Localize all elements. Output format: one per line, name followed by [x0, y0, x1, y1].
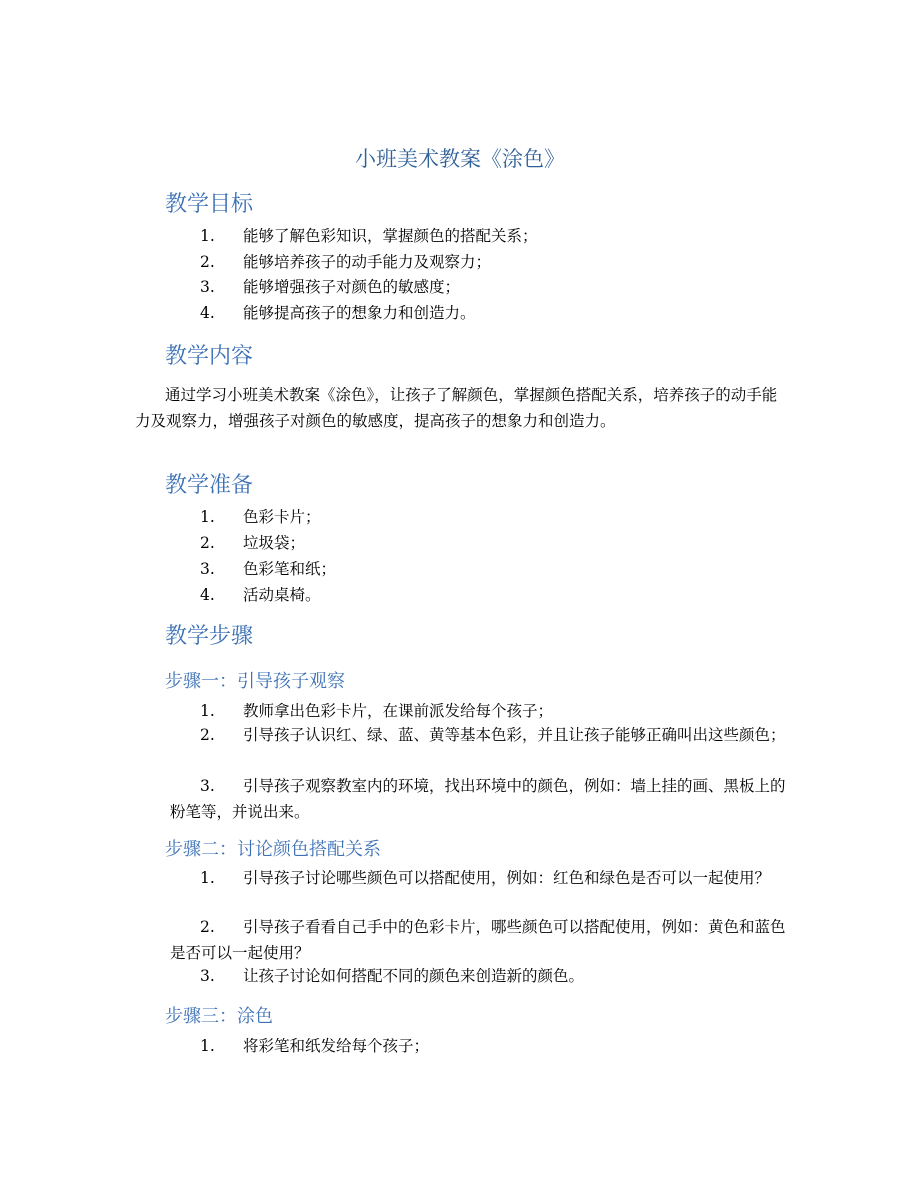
list-number: 1.	[200, 508, 215, 526]
heading-content: 教学内容	[165, 344, 254, 369]
list-number: 4.	[200, 586, 215, 604]
list-text: 色彩卡片；	[243, 508, 321, 526]
step3-item	[170, 1033, 790, 1059]
heading-goals: 教学目标	[165, 192, 254, 217]
list-number: 1.	[200, 1037, 215, 1055]
list-number: 1.	[200, 869, 215, 887]
goal-item	[170, 300, 790, 326]
list-text: 让孩子讨论如何搭配不同的颜色来创造新的颜色。	[243, 967, 585, 985]
list-number: 4.	[200, 304, 215, 322]
prep-item	[170, 582, 790, 608]
list-text: 能够增强孩子对颜色的敏感度；	[243, 278, 461, 296]
list-number: 1.	[200, 702, 215, 720]
heading-prep: 教学准备	[165, 473, 254, 498]
list-number: 3.	[200, 560, 215, 578]
step2-item	[170, 963, 790, 989]
step1-item	[170, 773, 790, 825]
list-text: 教师拿出色彩卡片，在课前派发给每个孩子；	[243, 702, 554, 720]
list-text: 能够了解色彩知识，掌握颜色的搭配关系；	[243, 227, 538, 245]
list-number: 2.	[200, 918, 215, 936]
step2-item	[170, 914, 790, 966]
list-number: 2.	[200, 253, 215, 271]
list-text: 将彩笔和纸发给每个孩子；	[243, 1037, 430, 1055]
heading-steps: 教学步骤	[165, 624, 254, 649]
list-text: 引导孩子认识红、绿、蓝、黄等基本色彩，并且让孩子能够正确叫出这些颜色；	[243, 726, 786, 744]
list-text: 能够提高孩子的想象力和创造力。	[243, 304, 476, 322]
list-number: 2.	[200, 726, 215, 744]
list-text: 引导孩子观察教室内的环境，找出环境中的颜色，例如：墙上挂的画、黑板上的粉笔等，并说出来。	[170, 777, 786, 821]
list-text: 活动桌椅。	[243, 586, 321, 604]
heading-step3: 步骤三：涂色	[165, 1006, 273, 1027]
step1-item	[170, 722, 790, 774]
list-number: 1.	[200, 227, 215, 245]
list-number: 3.	[200, 777, 215, 795]
prep-item	[170, 504, 790, 530]
goal-item	[170, 249, 790, 275]
document-title: 小班美术教案《涂色》	[355, 147, 565, 171]
step2-item	[170, 865, 790, 917]
list-text: 引导孩子讨论哪些颜色可以搭配使用，例如：红色和绿色是否可以一起使用？	[243, 869, 771, 887]
prep-item	[170, 556, 790, 582]
step1-item	[170, 698, 790, 724]
list-text: 垃圾袋；	[243, 534, 306, 552]
heading-step2: 步骤二：讨论颜色搭配关系	[165, 839, 381, 860]
content-paragraph: 通过学习小班美术教案《涂色》，让孩子了解颜色，掌握颜色搭配关系，培养孩子的动手能力及观察力，增强孩子对颜色的敏感度，提高孩子的想象力和创造力。	[135, 386, 778, 430]
list-text: 色彩笔和纸；	[243, 560, 337, 578]
list-number: 2.	[200, 534, 215, 552]
list-text: 引导孩子看看自己手中的色彩卡片，哪些颜色可以搭配使用，例如：黄色和蓝色是否可以一起使用？	[170, 918, 786, 962]
goal-item	[170, 223, 790, 249]
goal-item	[170, 274, 790, 300]
list-number: 3.	[200, 967, 215, 985]
heading-step1: 步骤一：引导孩子观察	[165, 671, 345, 692]
list-text: 能够培养孩子的动手能力及观察力；	[243, 253, 492, 271]
list-number: 3.	[200, 278, 215, 296]
prep-item	[170, 530, 790, 556]
